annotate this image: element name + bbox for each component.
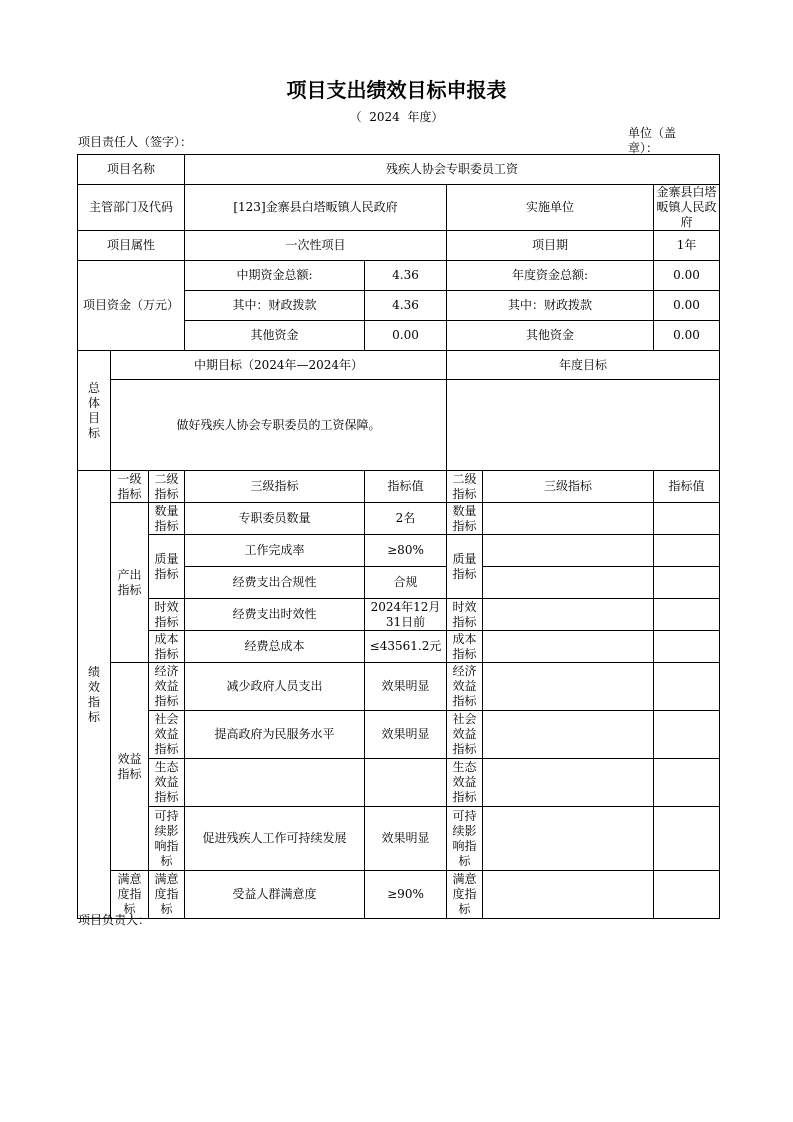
project-name-label: 项目名称 [78, 155, 185, 185]
header-level2: 二级指标 [149, 471, 185, 503]
level3-cell: 经费总成本 [185, 631, 365, 663]
level3-year-cell [483, 503, 654, 535]
value-year-cell [654, 711, 720, 759]
category-benefit: 效益指标 [111, 663, 149, 871]
dept-label: 主管部门及代码 [78, 185, 185, 231]
value-year-cell [654, 503, 720, 535]
attr-label: 项目属性 [78, 231, 185, 261]
level3-cell: 减少政府人员支出 [185, 663, 365, 711]
level2-year-cell: 社会效益指标 [447, 711, 483, 759]
form-title: 项目支出绩效目标申报表 [286, 78, 507, 102]
mid-goal-text: 做好残疾人协会专职委员的工资保障。 [111, 380, 447, 471]
category-output: 产出指标 [111, 503, 149, 663]
value-year-cell [654, 631, 720, 663]
mid-total-label: 中期资金总额: [185, 261, 365, 291]
level3-year-cell [483, 567, 654, 599]
level2-cell: 成本指标 [149, 631, 185, 663]
level2-cell: 可持续影响指标 [149, 807, 185, 871]
header-value: 指标值 [365, 471, 447, 503]
header-level3: 三级指标 [185, 471, 365, 503]
header-level2-year: 二级指标 [447, 471, 483, 503]
period-value: 1年 [654, 231, 720, 261]
level3-year-cell [483, 711, 654, 759]
impl-label: 实施单位 [447, 185, 654, 231]
value-cell: 合规 [365, 567, 447, 599]
level3-year-cell [483, 599, 654, 631]
year-other-value: 0.00 [654, 321, 720, 351]
year-goal-text [447, 380, 720, 471]
level3-cell [185, 759, 365, 807]
level2-cell: 经济效益指标 [149, 663, 185, 711]
level2-cell: 质量指标 [149, 535, 185, 599]
year-fiscal-label: 其中：财政拨款 [447, 291, 654, 321]
mid-other-value: 0.00 [365, 321, 447, 351]
performance-target-table [77, 154, 720, 919]
level2-cell: 满意度指标 [149, 871, 185, 919]
mid-total-value: 4.36 [365, 261, 447, 291]
header-level1: 一级指标 [111, 471, 149, 503]
value-year-cell [654, 807, 720, 871]
value-cell: 效果明显 [365, 663, 447, 711]
year-total-value: 0.00 [654, 261, 720, 291]
value-cell: 效果明显 [365, 807, 447, 871]
level3-year-cell [483, 807, 654, 871]
level2-year-cell: 经济效益指标 [447, 663, 483, 711]
level2-cell: 时效指标 [149, 599, 185, 631]
value-cell: ≤43561.2元 [365, 631, 447, 663]
value-year-cell [654, 567, 720, 599]
value-year-cell [654, 663, 720, 711]
level3-cell: 工作完成率 [185, 535, 365, 567]
header-value-year: 指标值 [654, 471, 720, 503]
level3-cell: 经费支出合规性 [185, 567, 365, 599]
level2-year-cell: 生态效益指标 [447, 759, 483, 807]
value-year-cell [654, 871, 720, 919]
attr-value: 一次性项目 [185, 231, 447, 261]
level3-year-cell [483, 871, 654, 919]
level3-year-cell [483, 631, 654, 663]
value-year-cell [654, 535, 720, 567]
level3-year-cell [483, 535, 654, 567]
value-cell [365, 759, 447, 807]
value-cell: ≥90% [365, 871, 447, 919]
funds-label: 项目资金（万元） [78, 261, 185, 351]
level2-cell: 社会效益指标 [149, 711, 185, 759]
level2-year-cell: 数量指标 [447, 503, 483, 535]
mid-other-label: 其他资金 [185, 321, 365, 351]
level2-year-cell: 可持续影响指标 [447, 807, 483, 871]
year-other-label: 其他资金 [447, 321, 654, 351]
level2-year-cell: 满意度指标 [447, 871, 483, 919]
level2-cell: 生态效益指标 [149, 759, 185, 807]
level3-year-cell [483, 663, 654, 711]
value-cell: 2名 [365, 503, 447, 535]
header-level3-year: 三级指标 [483, 471, 654, 503]
value-year-cell [654, 759, 720, 807]
value-cell: 效果明显 [365, 711, 447, 759]
level2-year-cell: 质量指标 [447, 535, 483, 599]
responsible-signature-label: 项目责任人（签字）： [78, 135, 193, 149]
project-name-value: 残疾人协会专职委员工资 [185, 155, 720, 185]
period-label: 项目期 [447, 231, 654, 261]
mid-fiscal-value: 4.36 [365, 291, 447, 321]
level2-cell: 数量指标 [149, 503, 185, 535]
impl-value: 金寨县白塔畈镇人民政府 [654, 185, 720, 231]
overall-goal-label: 总体目标 [78, 351, 111, 471]
category-satisfaction: 满意度指标 [111, 871, 149, 919]
unit-seal-label: 单位（盖章）： [628, 126, 677, 154]
level2-year-cell: 时效指标 [447, 599, 483, 631]
level3-cell: 提高政府为民服务水平 [185, 711, 365, 759]
mid-fiscal-label: 其中：财政拨款 [185, 291, 365, 321]
level3-cell: 受益人群满意度 [185, 871, 365, 919]
project-lead-label: 项目负责人： [78, 913, 151, 927]
level3-year-cell [483, 759, 654, 807]
level3-cell: 专职委员数量 [185, 503, 365, 535]
mid-goal-header: 中期目标（2024年—2024年） [111, 351, 447, 380]
level2-year-cell: 成本指标 [447, 631, 483, 663]
year-total-label: 年度资金总额: [447, 261, 654, 291]
value-cell: ≥80% [365, 535, 447, 567]
level3-cell: 经费支出时效性 [185, 599, 365, 631]
dept-value: [123]金寨县白塔畈镇人民政府 [185, 185, 447, 231]
value-cell: 2024年12月31日前 [365, 599, 447, 631]
perf-indicator-label: 绩效指标 [78, 471, 111, 919]
value-year-cell [654, 599, 720, 631]
year-goal-header: 年度目标 [447, 351, 720, 380]
year-fiscal-value: 0.00 [654, 291, 720, 321]
level3-cell: 促进残疾人工作可持续发展 [185, 807, 365, 871]
year-line: （ 2024 年度） [349, 110, 444, 124]
